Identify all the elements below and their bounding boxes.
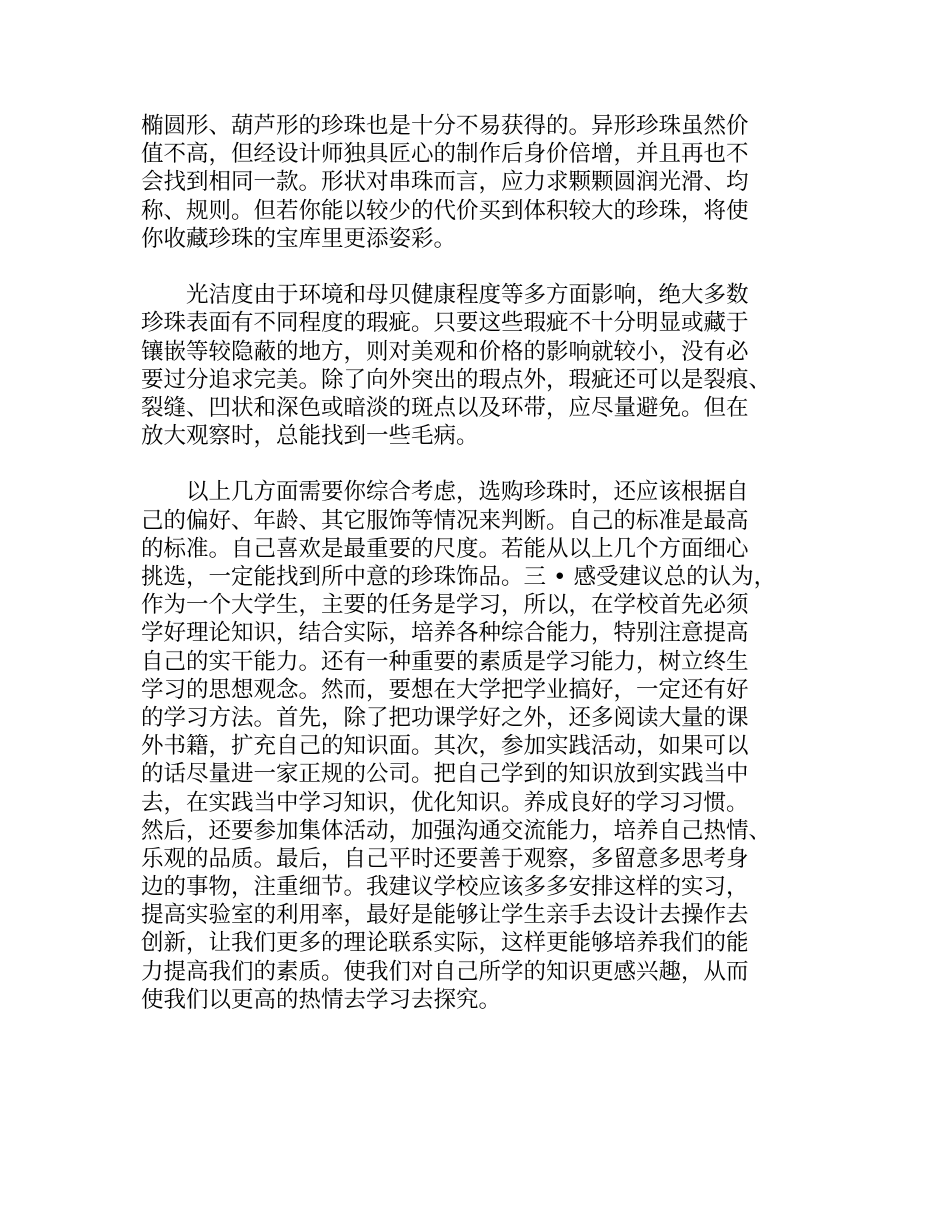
paragraph-line: 称、规则。但若你能以较少的代价买到体积较大的珍珠，将使 bbox=[141, 197, 749, 224]
paragraph-line: 己的偏好、年龄、其它服饰等情况来判断。自己的标准是最高 bbox=[141, 507, 749, 534]
paragraph-line: 裂缝、凹状和深色或暗淡的斑点以及环带，应尽量避免。但在 bbox=[141, 394, 749, 421]
paragraph-line: 边的事物，注重细节。我建议学校应该多多安排这样的实习， bbox=[141, 874, 749, 901]
paragraph-line: 的学习方法。首先，除了把功课学好之外，还多阅读大量的课 bbox=[141, 704, 749, 731]
paragraph-line: 学好理论知识，结合实际，培养各种综合能力，特别注意提高 bbox=[141, 620, 749, 647]
paragraph-spacer bbox=[141, 450, 821, 478]
paragraph-line: 乐观的品质。最后，自己平时还要善于观察，多留意多思考身 bbox=[141, 845, 749, 872]
paragraph-line: 外书籍，扩充自己的知识面。其次，参加实践活动，如果可以 bbox=[141, 733, 749, 760]
paragraph-line: 作为一个大学生，主要的任务是学习，所以，在学校首先必须 bbox=[141, 592, 749, 619]
paragraph-line: 椭圆形、葫芦形的珍珠也是十分不易获得的。异形珍珠虽然价 bbox=[141, 113, 749, 139]
paragraph-line: 提高实验室的利用率，最好是能够让学生亲手去设计去操作去 bbox=[141, 902, 749, 929]
paragraph-line: 值不高，但经设计师独具匠心的制作后身价倍增，并且再也不 bbox=[141, 141, 749, 168]
paragraph-line: 会找到相同一款。形状对串珠而言，应力求颗颗圆润光滑、均 bbox=[141, 169, 749, 196]
paragraph-line: 的话尽量进一家正规的公司。把自己学到的知识放到实践当中 bbox=[141, 761, 749, 788]
paragraph-spacer bbox=[141, 253, 821, 281]
paragraph-line: 的标准。自己喜欢是最重要的尺度。若能从以上几个方面细心 bbox=[141, 535, 749, 562]
paragraph-line: 学习的思想观念。然而，要想在大学把学业搞好，一定还有好 bbox=[141, 676, 749, 703]
paragraph-2 bbox=[141, 281, 821, 450]
paragraph-line: 使我们以更高的热情去学习去探究。 bbox=[141, 986, 502, 1013]
paragraph-line: 你收藏珍珠的宝库里更添姿彩。 bbox=[141, 225, 457, 252]
paragraph-line: 创新，让我们更多的理论联系实际，这样更能够培养我们的能 bbox=[141, 930, 749, 957]
paragraph-line: 放大观察时，总能找到一些毛病。 bbox=[141, 423, 479, 450]
paragraph-line: 然后，还要参加集体活动，加强沟通交流能力，培养自己热情、 bbox=[141, 817, 772, 844]
paragraph-line: 去，在实践当中学习知识，优化知识。养成良好的学习习惯。 bbox=[141, 789, 749, 816]
paragraph-line: 要过分追求完美。除了向外突出的瑕点外，瑕疵还可以是裂痕、 bbox=[141, 366, 772, 393]
paragraph-1 bbox=[141, 112, 821, 253]
document-body bbox=[141, 112, 821, 1014]
paragraph-line: 镶嵌等较隐蔽的地方，则对美观和价格的影响就较小，没有必 bbox=[141, 338, 749, 365]
paragraph-line: 力提高我们的素质。使我们对自己所学的知识更感兴趣，从而 bbox=[141, 958, 749, 985]
paragraph-line: 珍珠表面有不同程度的瑕疵。只要这些瑕疵不十分明显或藏于 bbox=[141, 310, 749, 337]
paragraph-line: 自己的实干能力。还有一种重要的素质是学习能力，树立终生 bbox=[141, 648, 749, 675]
paragraph-3 bbox=[141, 478, 821, 1014]
paragraph-line: 以上几方面需要你综合考虑，选购珍珠时，还应该根据自 bbox=[186, 479, 749, 506]
paragraph-line: 光洁度由于环境和母贝健康程度等多方面影响，绝大多数 bbox=[186, 282, 749, 309]
paragraph-line: 挑选，一定能找到所中意的珍珠饰品。三 • 感受建议总的认为， bbox=[141, 564, 777, 590]
